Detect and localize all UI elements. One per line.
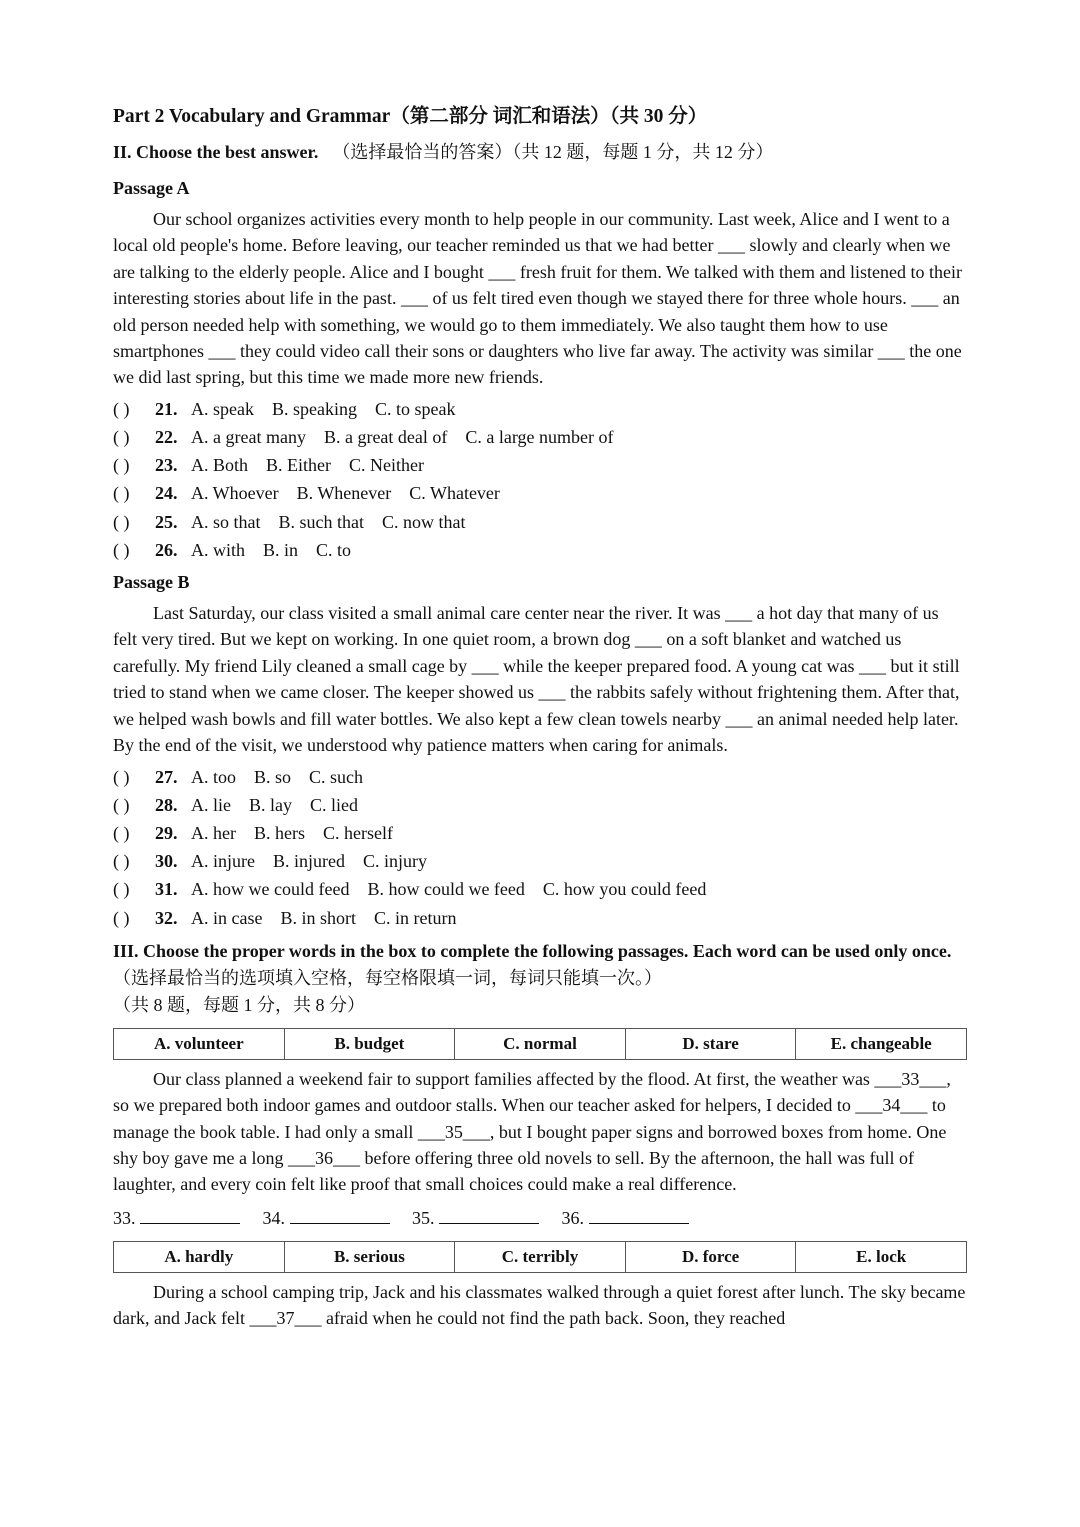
option-c: C. in return — [374, 907, 457, 928]
option-c: C. Whatever — [409, 483, 500, 504]
part-title: Part 2 Vocabulary and Grammar（第二部分 词汇和语法）（共 30 分） — [113, 106, 708, 127]
option-b: B. in — [263, 539, 299, 560]
answer-slot-35[interactable] — [412, 1208, 539, 1228]
answer-blank-line[interactable] — [439, 1207, 539, 1224]
option-c: C. such — [309, 766, 364, 787]
passage-b-title: Passage B — [113, 572, 190, 593]
option-b: B. Either — [266, 455, 332, 476]
option-b: B. in short — [280, 907, 356, 928]
answer-paren[interactable]: ( ) — [113, 907, 130, 928]
word-box-1-item: E. changeable — [796, 1028, 967, 1059]
answer-paren[interactable]: ( ) — [113, 766, 130, 787]
answer-slot-33[interactable] — [113, 1208, 240, 1228]
option-b: B. speaking — [271, 398, 357, 419]
option-a: A. lie — [191, 794, 231, 815]
question-32 — [113, 904, 967, 932]
answer-blank-line[interactable] — [290, 1207, 390, 1224]
word-box-2-item: C. terribly — [455, 1241, 626, 1272]
answer-paren[interactable]: ( ) — [113, 879, 130, 900]
question-21 — [113, 395, 967, 423]
word-box-2-item: E. lock — [796, 1241, 967, 1272]
answer-paren[interactable]: ( ) — [113, 511, 130, 532]
word-box-2 — [113, 1241, 967, 1273]
option-b: B. how could we feed — [367, 879, 525, 900]
option-a: A. in case — [191, 907, 263, 928]
option-c: C. how you could feed — [542, 879, 707, 900]
section-3-title: III. Choose the proper words in the box to complete the following passages. Each word can be used only once. — [113, 940, 952, 961]
answer-paren[interactable]: ( ) — [113, 822, 130, 843]
answer-slot-number: 35. — [412, 1207, 435, 1228]
question-number: 23. — [155, 455, 178, 476]
option-a: A. with — [191, 539, 245, 560]
question-number: 24. — [155, 483, 178, 504]
option-a: A. Both — [191, 455, 249, 476]
answer-slot-number: 33. — [113, 1207, 136, 1228]
question-24 — [113, 479, 967, 507]
answer-blank-line[interactable] — [589, 1207, 689, 1224]
answer-slot-34[interactable] — [263, 1208, 390, 1228]
section-3-heading — [113, 938, 967, 992]
question-number: 27. — [155, 766, 178, 787]
option-b: B. so — [254, 766, 292, 787]
question-28 — [113, 791, 967, 819]
option-b: B. such that — [278, 511, 364, 532]
question-number: 30. — [155, 851, 178, 872]
word-box-1 — [113, 1028, 967, 1060]
option-a: A. her — [191, 822, 236, 843]
answer-paren[interactable]: ( ) — [113, 483, 130, 504]
question-number: 29. — [155, 822, 178, 843]
option-c: C. herself — [322, 822, 393, 843]
question-number: 25. — [155, 511, 178, 532]
exam-page — [113, 100, 967, 1332]
answer-slot-number: 36. — [561, 1207, 584, 1228]
option-c: C. lied — [310, 794, 358, 815]
passage-c-text: Our class planned a weekend fair to support families affected by the flood. At first, the weather was ___33___, so we prepared both indoor games and outdoor stalls. When our teacher asked for helpers, I decided to ___34___ to manage the book table. I had only a small ___35___, but I bought paper signs and borrowed boxes from home. One shy boy gave me a long ___36___ before offering three old novels to sell. By the afternoon, the hall was full of laughter, and every coin felt like proof that small choices could make a real difference. — [113, 1068, 951, 1195]
question-number: 32. — [155, 907, 178, 928]
option-a: A. so that — [191, 511, 261, 532]
question-27 — [113, 763, 967, 791]
question-26 — [113, 536, 967, 564]
answer-paren[interactable]: ( ) — [113, 851, 130, 872]
option-a: A. Whoever — [191, 483, 279, 504]
section-2-score-note: （选择最恰当的答案）（共 12 题，每题 1 分，共 12 分） — [332, 142, 774, 162]
answer-paren[interactable]: ( ) — [113, 398, 130, 419]
answer-slot-number: 34. — [262, 1207, 285, 1228]
option-a: A. injure — [191, 851, 255, 872]
word-box-1-item: D. stare — [625, 1028, 796, 1059]
question-number: 26. — [155, 539, 178, 560]
passage-b-text: Last Saturday, our class visited a small animal care center near the river. It was ___ a hot day that many of us felt very tired. But we kept on working. In one quiet room, a brown dog ___ on a soft blanket and watched us carefully. My friend Lily cleaned a small cage by ___ while the keeper prepared food. A young cat was ___ but it still tried to stand when we came closer. The keeper showed us ___ the rabbits safely without frightening them. After that, we helped wash bowls and fill water bottles. We also kept a few clean towels nearby ___ an animal needed help later. By the end of the visit, we understood why patience matters when caring for animals. — [113, 603, 960, 756]
word-box-1-item: C. normal — [455, 1028, 626, 1059]
word-box-1-item: B. budget — [284, 1028, 455, 1059]
word-box-2-item: B. serious — [284, 1241, 455, 1272]
option-b: B. lay — [249, 794, 292, 815]
word-box-1-item: A. volunteer — [114, 1028, 285, 1059]
question-23 — [113, 451, 967, 479]
question-number: 22. — [155, 427, 178, 448]
passage-a-title: Passage A — [113, 178, 190, 198]
section-3-score-note: （共 8 题，每题 1 分，共 8 分） — [113, 994, 365, 1015]
question-25 — [113, 508, 967, 536]
question-number: 31. — [155, 879, 178, 900]
option-a: A. a great many — [191, 427, 306, 448]
option-c: C. injury — [362, 851, 427, 872]
option-b: B. injured — [272, 851, 345, 872]
option-a: A. too — [191, 766, 236, 787]
answer-blank-line[interactable] — [140, 1207, 240, 1224]
question-30 — [113, 847, 967, 875]
answer-paren[interactable]: ( ) — [113, 539, 130, 560]
section-2-heading — [113, 134, 967, 170]
answer-paren[interactable]: ( ) — [113, 427, 130, 448]
option-a: A. how we could feed — [191, 879, 350, 900]
word-box-2-item: A. hardly — [114, 1241, 285, 1272]
passage-a-text: Our school organizes activities every month to help people in our community. Last week, Alice and I went to a local old people's home. Before leaving, our teacher reminded us that we had better ___ slowly and clearly when we are talking to the elderly people. Alice and I bought ___ fresh fruit for them. We talked with them and listened to their interesting stories about life in the past. ___ of us felt tired even though we stayed there for three whole hours. ___ an old person needed help with something, we would go to them immediately. We also taught them how to use smartphones ___ they could video call their sons or daughters who live far away. The activity was similar ___ the one we did last spring, but this time we made more new friends. — [113, 209, 962, 388]
passage-a-questions — [113, 395, 967, 564]
option-c: C. now that — [382, 511, 466, 532]
option-b: B. Whenever — [296, 483, 392, 504]
option-c: C. to — [316, 539, 352, 560]
answer-paren[interactable]: ( ) — [113, 455, 130, 476]
option-a: A. speak — [191, 398, 254, 419]
question-31 — [113, 875, 967, 903]
section-2-title: II. Choose the best answer. — [113, 142, 319, 162]
option-b: B. a great deal of — [323, 427, 448, 448]
word-box-2-item: D. force — [625, 1241, 796, 1272]
passage-b-questions — [113, 763, 967, 932]
answer-paren[interactable]: ( ) — [113, 794, 130, 815]
question-number: 21. — [155, 398, 178, 419]
question-number: 28. — [155, 794, 178, 815]
question-29 — [113, 819, 967, 847]
option-c: C. Neither — [349, 455, 424, 476]
question-22 — [113, 423, 967, 451]
option-b: B. hers — [253, 822, 305, 843]
answer-slot-36[interactable] — [562, 1208, 689, 1228]
section-3-instruction-cn: （选择最恰当的选项填入空格，每空格限填一词，每词只能填一次。） — [113, 967, 662, 988]
option-c: C. to speak — [374, 398, 456, 419]
passage-d-text: During a school camping trip, Jack and his classmates walked through a quiet forest after lunch. The sky became dark, and Jack felt ___37___ afraid when he could not find the path back. Soon, they reached — [113, 1281, 966, 1329]
answer-lines-33-36 — [113, 1204, 967, 1232]
option-c: C. a large number of — [465, 427, 614, 448]
